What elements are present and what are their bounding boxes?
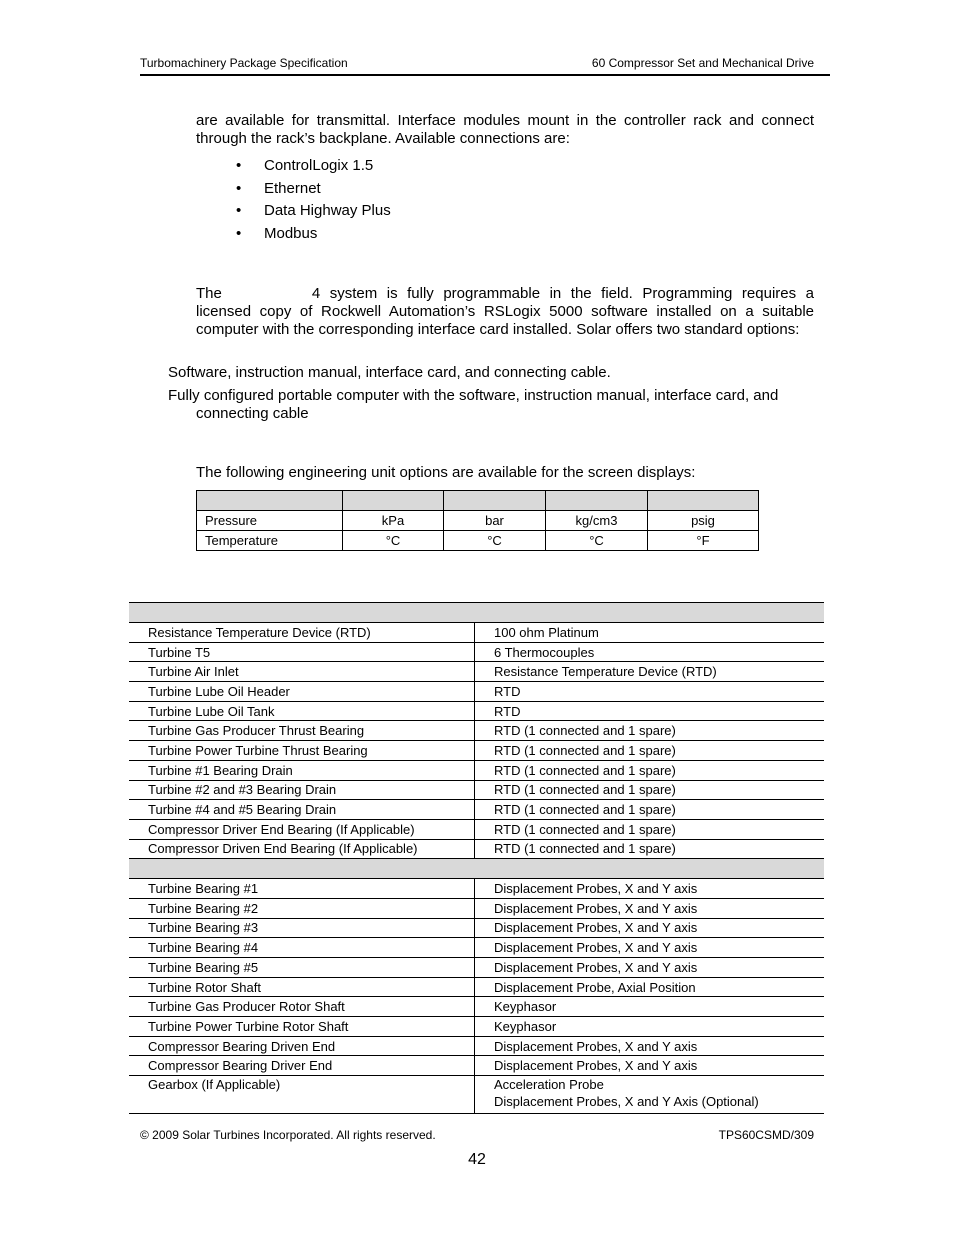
- table-row: Compressor Bearing Driver End Displacement Probes, X and Y axis: [129, 1056, 824, 1076]
- option-portable-computer: Fully configured portable computer with the software, instruction manual, interface card, and connecting cable: [168, 387, 779, 422]
- page-number: 42: [468, 1151, 486, 1168]
- table-row: Resistance Temperature Device (RTD) 100 ohm Platinum: [129, 623, 824, 643]
- programming-paragraph: The 4 system is fully programmable in the field. Programming requires a licensed copy of Rockwell Automation’s RSLogix 5000 software installed on a suitable computer with the corresponding interface card installed. Solar offers two standard options:: [196, 285, 814, 338]
- table-row: Pressure kPa bar kg/cm3 psig: [197, 511, 759, 531]
- table-row: Turbine #2 and #3 Bearing Drain RTD (1 connected and 1 spare): [129, 780, 824, 800]
- table-row: Turbine Bearing #1 Displacement Probes, X and Y axis: [129, 879, 824, 899]
- bullet-icon: •: [236, 202, 242, 220]
- list-item: • Ethernet: [236, 179, 321, 197]
- table-row: Turbine #4 and #5 Bearing Drain RTD (1 connected and 1 spare): [129, 800, 824, 820]
- units-header-row: [197, 491, 759, 511]
- table-row: Turbine Gas Producer Thrust Bearing RTD (1 connected and 1 spare): [129, 721, 824, 741]
- table-row: Compressor Driven End Bearing (If Applicable) RTD (1 connected and 1 spare): [129, 839, 824, 859]
- units-table: [196, 490, 759, 551]
- table-row: Compressor Bearing Driven End Displacement Probes, X and Y axis: [129, 1036, 824, 1056]
- table-row: Turbine Gas Producer Rotor Shaft Keyphasor: [129, 997, 824, 1017]
- table-row: Turbine Lube Oil Header RTD: [129, 682, 824, 702]
- table-row: Turbine Bearing #4 Displacement Probes, X and Y axis: [129, 938, 824, 958]
- table-row: Turbine T5 6 Thermocouples: [129, 642, 824, 662]
- instrumentation-table: [129, 602, 824, 1114]
- table-row: Turbine Power Turbine Thrust Bearing RTD (1 connected and 1 spare): [129, 741, 824, 761]
- page-header: [140, 54, 814, 74]
- table-row: Turbine Bearing #5 Displacement Probes, X and Y axis: [129, 958, 824, 978]
- units-intro: The following engineering unit options are available for the screen displays:: [196, 464, 696, 481]
- table-row: Turbine Lube Oil Tank RTD: [129, 701, 824, 721]
- list-item: • Data Highway Plus: [236, 202, 391, 220]
- table-row: Turbine Bearing #2 Displacement Probes, X and Y axis: [129, 898, 824, 918]
- bullet-icon: •: [236, 157, 242, 174]
- bullet-icon: •: [236, 179, 242, 197]
- list-item: • Modbus: [236, 225, 318, 243]
- table-row: Compressor Driver End Bearing (If Applicable) RTD (1 connected and 1 spare): [129, 819, 824, 839]
- bullet-icon: •: [236, 225, 242, 243]
- vibration-section-band: [129, 859, 824, 879]
- header-rule: [140, 74, 830, 76]
- option-software: Software, instruction manual, interface card, and connecting cable.: [168, 364, 611, 381]
- header-document-name: 60 Compressor Set and Mechanical Drive: [591, 56, 814, 70]
- header-title: Turbomachinery Package Specification: [140, 56, 348, 70]
- connections-list: [236, 157, 391, 248]
- copyright: © 2009 Solar Turbines Incorporated. All rights reserved.: [140, 1128, 436, 1142]
- table-row: Gearbox (If Applicable) Acceleration Probe Displacement Probes, X and Y Axis (Optional): [129, 1076, 824, 1114]
- table-row: Turbine Bearing #3 Displacement Probes, X and Y axis: [129, 918, 824, 938]
- table-row: Turbine Power Turbine Rotor Shaft Keyphasor: [129, 1017, 824, 1037]
- table-row: Temperature °C °C °C °F: [197, 531, 759, 551]
- table-row: Turbine Air Inlet Resistance Temperature Device (RTD): [129, 662, 824, 682]
- table-row: Turbine #1 Bearing Drain RTD (1 connected and 1 spare): [129, 760, 824, 780]
- temperature-section-band: [129, 603, 824, 623]
- connections-paragraph: are available for transmittal. Interface modules mount in the controller rack and connect through the rack’s backplane. Available connections are:: [196, 112, 814, 147]
- document-code: TPS60CSMD/309: [718, 1128, 814, 1142]
- table-row: Turbine Rotor Shaft Displacement Probe, Axial Position: [129, 977, 824, 997]
- list-item: • ControlLogix 1.5: [236, 157, 374, 174]
